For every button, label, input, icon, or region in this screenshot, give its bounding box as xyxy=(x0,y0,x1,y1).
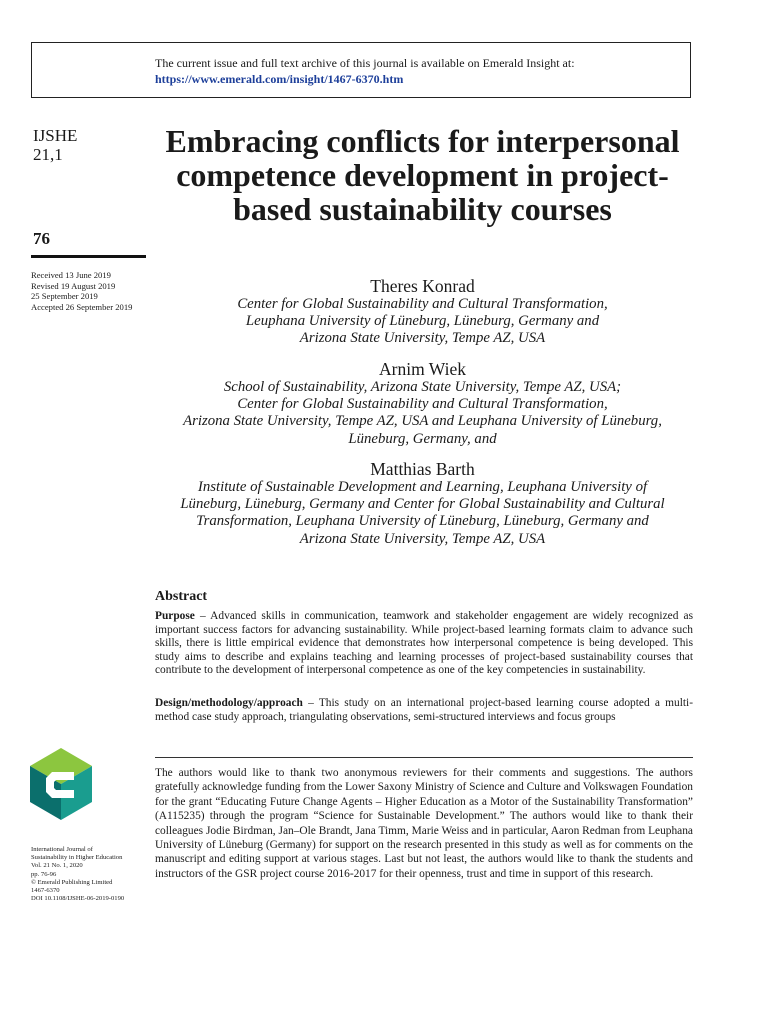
journal-info-line: International Journal of xyxy=(31,846,93,853)
author-affiliation-line: Arizona State University, Tempe AZ, USA xyxy=(299,530,546,547)
date-revised-2: 25 September 2019 xyxy=(31,291,98,302)
doi-link[interactable]: 10.1108/IJSHE-06-2019-0190 xyxy=(44,895,125,903)
author-name: Theres Konrad xyxy=(370,276,475,296)
author-affiliation-line: School of Sustainability, Arizona State University, Tempe AZ, USA; xyxy=(223,379,622,395)
journal-info-line: 1467-6370 xyxy=(31,887,60,895)
purpose-label: Purpose xyxy=(155,610,195,622)
journal-volume: 21,1 xyxy=(33,145,63,164)
page-number: 76 xyxy=(33,229,50,248)
journal-info-line: © Emerald Publishing Limited xyxy=(31,878,113,886)
abstract-design xyxy=(155,697,693,724)
journal-info-line: Vol. 21 No. 1, 2020 xyxy=(31,862,83,870)
author-affiliation-line: Arizona State University, Tempe AZ, USA xyxy=(299,330,546,347)
design-label: Design/methodology/approach xyxy=(155,697,303,709)
doi-line xyxy=(31,895,124,903)
article-title: Embracing conflicts for interpersonal competence development in project-based sustainability courses xyxy=(165,123,680,227)
abstract-purpose xyxy=(155,610,693,678)
author-affiliation-line: Arizona State University, Tempe AZ, USA and Leuphana University of Lüneburg, xyxy=(183,413,662,430)
author-affiliation-line: Lüneburg, Germany, and xyxy=(348,430,497,447)
author-affiliation-line: Center for Global Sustainability and Cultural Transformation, xyxy=(237,296,608,312)
author-affiliation-line: Transformation, Leuphana University of Lüneburg, Lüneburg, Germany and xyxy=(196,513,649,530)
page-number-rule xyxy=(31,255,146,258)
author-name: Arnim Wiek xyxy=(379,359,466,379)
date-received: Received 13 June 2019 xyxy=(31,270,111,280)
doi-label: DOI xyxy=(31,895,43,903)
date-accepted: Accepted 26 September 2019 xyxy=(31,301,133,312)
author-block xyxy=(150,276,695,348)
author-name: Matthias Barth xyxy=(370,459,475,479)
submission-dates xyxy=(31,270,132,312)
footnote-separator xyxy=(155,757,693,758)
journal-abbreviation: IJSHE xyxy=(33,126,78,145)
author-affiliation-line: Leuphana University of Lüneburg, Lüneburg, Germany and xyxy=(245,313,600,330)
crossref-check-for-updates-logo-icon[interactable] xyxy=(30,748,92,820)
purpose-text: – Advanced skills in communication, teamwork and stakeholder engagement are widely recognized as important success factors for advancing sustainability. While project-based learning formats claim to advance such skills, there is little empirical evidence that demonstrates how interpersonal competence is being developed. This study aims to describe and explains teaching and learning processes of project-based sustainability courses that contribute to the development of interpersonal competence as one of the key competencies in sustainability. xyxy=(155,610,693,677)
author-block xyxy=(150,359,695,448)
design-text: – This study on an international project-based learning course adopted a multi-method case study approach, triangulating observations, semi-structured interviews and focus groups xyxy=(155,697,693,723)
journal-archive-link[interactable]: https://www.emerald.com/insight/1467-6370.htm xyxy=(155,72,404,86)
journal-info xyxy=(31,846,124,903)
date-revised: Revised 19 August 2019 xyxy=(31,280,116,291)
acknowledgements: The authors would like to thank two anonymous reviewers for their comments and suggestions. The authors gratefully acknowledge funding from the Lower Saxony Ministry of Science and Culture and Volkswagen Foundation for the grant “Educating Future Change Agents – Higher Education as a Motor of the Sustainability Transformation” (A115235) through the program “Science for Sustainable Development.” The authors would like to thank their colleagues Jodie Birdman, Jan–Ole Brandt, Jana Timm, Marie Weiss and in particular, Aaron Redman from Leuphana University of Lüneburg (Germany) for support on the research presented in this study as well as for comments on the manuscript and editing support at various stages. Last but not least, the authors would like to thank the students and instructors of the GSR project course 2016-2017 for their openness, trust and time in support of this research. xyxy=(155,767,693,880)
notice-text: The current issue and full text archive of this journal is available on Emerald Insight at: xyxy=(155,56,575,70)
author-affiliation-line: Center for Global Sustainability and Cultural Transformation, xyxy=(237,396,608,413)
author-affiliation-line: Lüneburg, Lüneburg, Germany and Center for Global Sustainability and Cultural xyxy=(180,496,665,513)
author-affiliation-line: Institute of Sustainable Development and Learning, Leuphana University of xyxy=(197,479,648,495)
journal-info-line: pp. 76-96 xyxy=(31,870,57,878)
author-block xyxy=(150,459,695,548)
abstract-heading: Abstract xyxy=(155,589,208,604)
journal-info-line: Sustainability in Higher Education xyxy=(31,854,123,862)
